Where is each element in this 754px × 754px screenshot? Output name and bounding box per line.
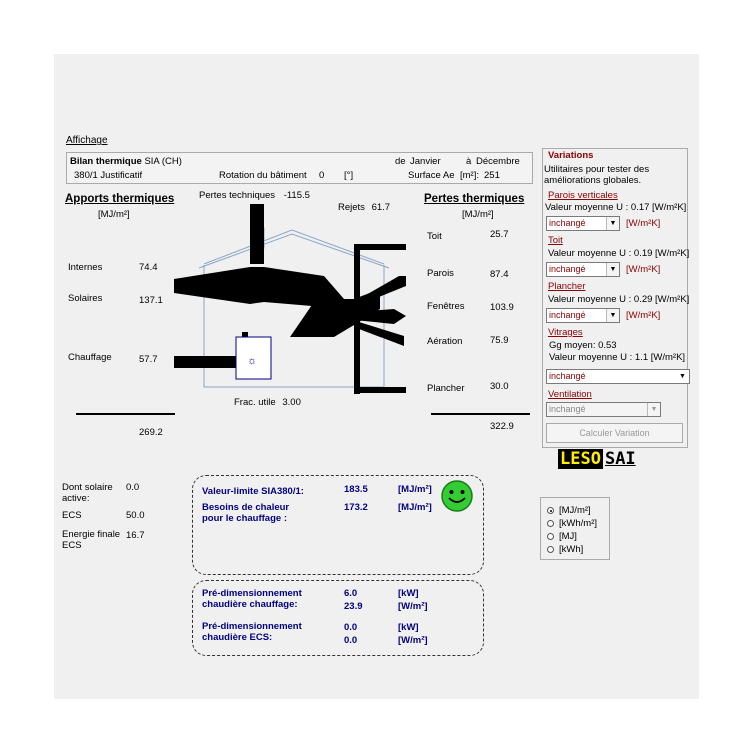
vitrages-title: Vitrages	[548, 327, 583, 338]
pertes-unit: [MJ/m²]	[462, 209, 494, 220]
ventilation-select-value: inchangé	[549, 404, 586, 414]
period-from: de	[395, 156, 406, 167]
predim-chauff-label-1: Pré-dimensionnement	[202, 588, 302, 599]
vitrages-u-value: Valeur moyenne U : 1.1 [W/m²K]	[549, 352, 686, 363]
variations-desc2: améliorations globales.	[544, 175, 642, 186]
toit-unit: [W/m²K]	[626, 264, 661, 275]
plancher-title: Plancher	[548, 281, 586, 292]
energie-finale-value: 16.7	[126, 530, 145, 541]
predim-ecs-label-1: Pré-dimensionnement	[202, 621, 302, 632]
rejets-value: 61.7	[371, 202, 391, 213]
flow-aeration	[359, 322, 404, 346]
unit-option-label: [kWh]	[559, 544, 584, 555]
parois-select-value: inchangé	[549, 218, 586, 228]
limit-label: Valeur-limite SIA380/1:	[202, 486, 304, 497]
logo-sai: SAI	[604, 449, 636, 469]
predim-chauff-u2: [W/m²]	[398, 601, 428, 612]
calculer-variation-button[interactable]: Calculer Variation	[546, 423, 683, 443]
unit-option-mj[interactable]	[547, 531, 577, 542]
flow-exhaust-column	[250, 204, 264, 264]
besoin-label-1: Besoins de chaleur	[202, 502, 290, 513]
dont-solaire-label-2: active:	[62, 493, 90, 504]
besoin-label-2: pour le chauffage :	[202, 513, 287, 524]
apports-total: 269.2	[139, 427, 163, 438]
perte-label-parois: Parois	[427, 268, 454, 279]
besoin-value: 173.2	[344, 502, 368, 513]
apport-label-solaires: Solaires	[68, 293, 103, 304]
vitrages-select[interactable]	[546, 369, 690, 384]
dont-solaire-label-1: Dont solaire	[62, 482, 113, 493]
plancher-unit: [W/m²K]	[626, 310, 661, 321]
bilan-norm: SIA (CH)	[144, 156, 182, 167]
predim-chauff-label-2: chaudière chauffage:	[202, 599, 298, 610]
leso-sai-logo	[558, 448, 638, 470]
bilan-title-text: Bilan thermique	[70, 156, 142, 167]
frac-utile-value: 3.00	[282, 397, 301, 408]
toit-select[interactable]	[546, 262, 620, 277]
variations-desc1: Utilitaires pour tester des	[544, 164, 650, 175]
chevron-down-icon[interactable]: ▼	[606, 263, 619, 276]
predim-ecs-u2: [W/m²]	[398, 635, 428, 646]
chevron-down-icon[interactable]: ▼	[606, 217, 619, 230]
predim-chauff-v2: 23.9	[344, 601, 363, 612]
period-to: à	[466, 156, 472, 167]
ventilation-title: Ventilation	[548, 389, 592, 400]
rotation-label: Rotation du bâtiment	[219, 170, 307, 181]
surface-value: 251	[484, 170, 500, 181]
predim-ecs-v1: 0.0	[344, 622, 358, 633]
predim-ecs-label-2: chaudière ECS:	[202, 632, 273, 643]
toit-select-value: inchangé	[549, 264, 586, 274]
flow-shapes	[174, 204, 406, 394]
unit-option-mj-m2[interactable]	[547, 505, 591, 516]
radio-icon[interactable]	[547, 533, 554, 540]
perte-label-toit: Toit	[427, 231, 442, 242]
apports-unit: [MJ/m²]	[98, 209, 130, 220]
ecs-value: 50.0	[126, 510, 145, 521]
perte-value-fenetres: 103.9	[490, 302, 514, 313]
pertes-techniques-value: -115.5	[283, 190, 310, 201]
predim-chauff-v1: 6.0	[344, 588, 358, 599]
plancher-select-value: inchangé	[549, 310, 586, 320]
pertes-techniques-text: Pertes techniques	[199, 190, 276, 201]
perte-value-aeration: 75.9	[490, 335, 509, 346]
period-to-month: Décembre	[476, 156, 520, 167]
limit-value: 183.5	[344, 484, 368, 495]
ventilation-select[interactable]	[546, 402, 661, 417]
flow-parois	[359, 276, 406, 299]
chevron-down-icon[interactable]: ▼	[647, 403, 660, 416]
pertes-title: Pertes thermiques	[424, 193, 525, 205]
parois-verticales-title: Parois verticales	[548, 190, 618, 201]
besoin-unit: [MJ/m²]	[398, 502, 432, 513]
dont-solaire-label	[62, 482, 113, 504]
radio-icon[interactable]	[547, 507, 554, 514]
period-from-month: Janvier	[410, 156, 441, 167]
perte-label-aeration: Aération	[427, 336, 463, 347]
unit-option-label: [kWh/m²]	[559, 518, 597, 529]
predim-chauff-u1: [kW]	[398, 588, 419, 599]
dont-solaire-value: 0.0	[126, 482, 140, 493]
flow-toit	[354, 244, 406, 250]
unit-option-kwh-m2[interactable]	[547, 518, 597, 529]
perte-label-fenetres: Fenêtres	[427, 301, 465, 312]
perte-value-plancher: 30.0	[490, 381, 509, 392]
parois-u-value: Valeur moyenne U : 0.17 [W/m²K]	[545, 202, 687, 213]
rotation-unit: [°]	[344, 170, 354, 181]
unit-option-kwh[interactable]	[547, 544, 583, 555]
predim-ecs-v2: 0.0	[344, 635, 358, 646]
logo-leso: LESO	[560, 449, 601, 469]
vitrages-gg: Gg moyen: 0.53	[549, 340, 617, 351]
vitrages-select-value: inchangé	[549, 371, 586, 381]
flow-right-bar	[354, 244, 360, 394]
parois-unit: [W/m²K]	[626, 218, 661, 229]
toit-title: Toit	[548, 235, 563, 246]
apport-value-internes: 74.4	[139, 262, 158, 273]
radio-icon[interactable]	[547, 520, 554, 527]
unit-option-label: [MJ/m²]	[559, 505, 591, 516]
chevron-down-icon[interactable]: ▼	[676, 370, 689, 383]
chevron-down-icon[interactable]: ▼	[606, 309, 619, 322]
perte-label-plancher: Plancher	[427, 383, 465, 394]
flow-plancher	[354, 387, 406, 393]
apport-label-internes: Internes	[68, 262, 103, 273]
variations-title: Variations	[548, 150, 594, 161]
frac-utile-label: Frac. utile	[234, 397, 276, 408]
smiley-icon	[440, 479, 474, 513]
perte-value-toit: 25.7	[490, 229, 509, 240]
bilan-subtitle: 380/1 Justificatif	[74, 170, 143, 181]
toit-u-value: Valeur moyenne U : 0.19 [W/m²K]	[548, 248, 690, 259]
rotation-value: 0	[319, 170, 325, 181]
predim-ecs-u1: [kW]	[398, 622, 419, 633]
menu-affichage-label[interactable]: Affichage	[66, 135, 108, 146]
rejets-text: Rejets	[338, 202, 365, 213]
apport-value-chauffage: 57.7	[139, 354, 158, 365]
apport-value-solaires: 137.1	[139, 295, 163, 306]
energie-finale-label-1: Energie finale	[62, 529, 121, 540]
perte-value-parois: 87.4	[490, 269, 509, 280]
apports-title: Apports thermiques	[65, 193, 175, 205]
ecs-label: ECS	[62, 510, 82, 521]
plancher-u-value: Valeur moyenne U : 0.29 [W/m²K]	[548, 294, 690, 305]
parois-select[interactable]	[546, 216, 620, 231]
main-window	[54, 54, 699, 699]
boiler-flame-icon: ☼	[247, 355, 258, 367]
energie-finale-label-2: ECS	[62, 540, 82, 551]
radio-icon[interactable]	[547, 546, 554, 553]
limit-unit: [MJ/m²]	[398, 484, 432, 495]
pertes-total: 322.9	[490, 421, 514, 432]
plancher-select[interactable]	[546, 308, 620, 323]
apport-label-chauffage: Chauffage	[68, 352, 112, 363]
surface-label: Surface Ae	[408, 170, 455, 181]
unit-option-label: [MJ]	[559, 531, 577, 542]
energie-finale-label	[62, 529, 120, 551]
surface-unit: [m²]:	[460, 170, 479, 181]
